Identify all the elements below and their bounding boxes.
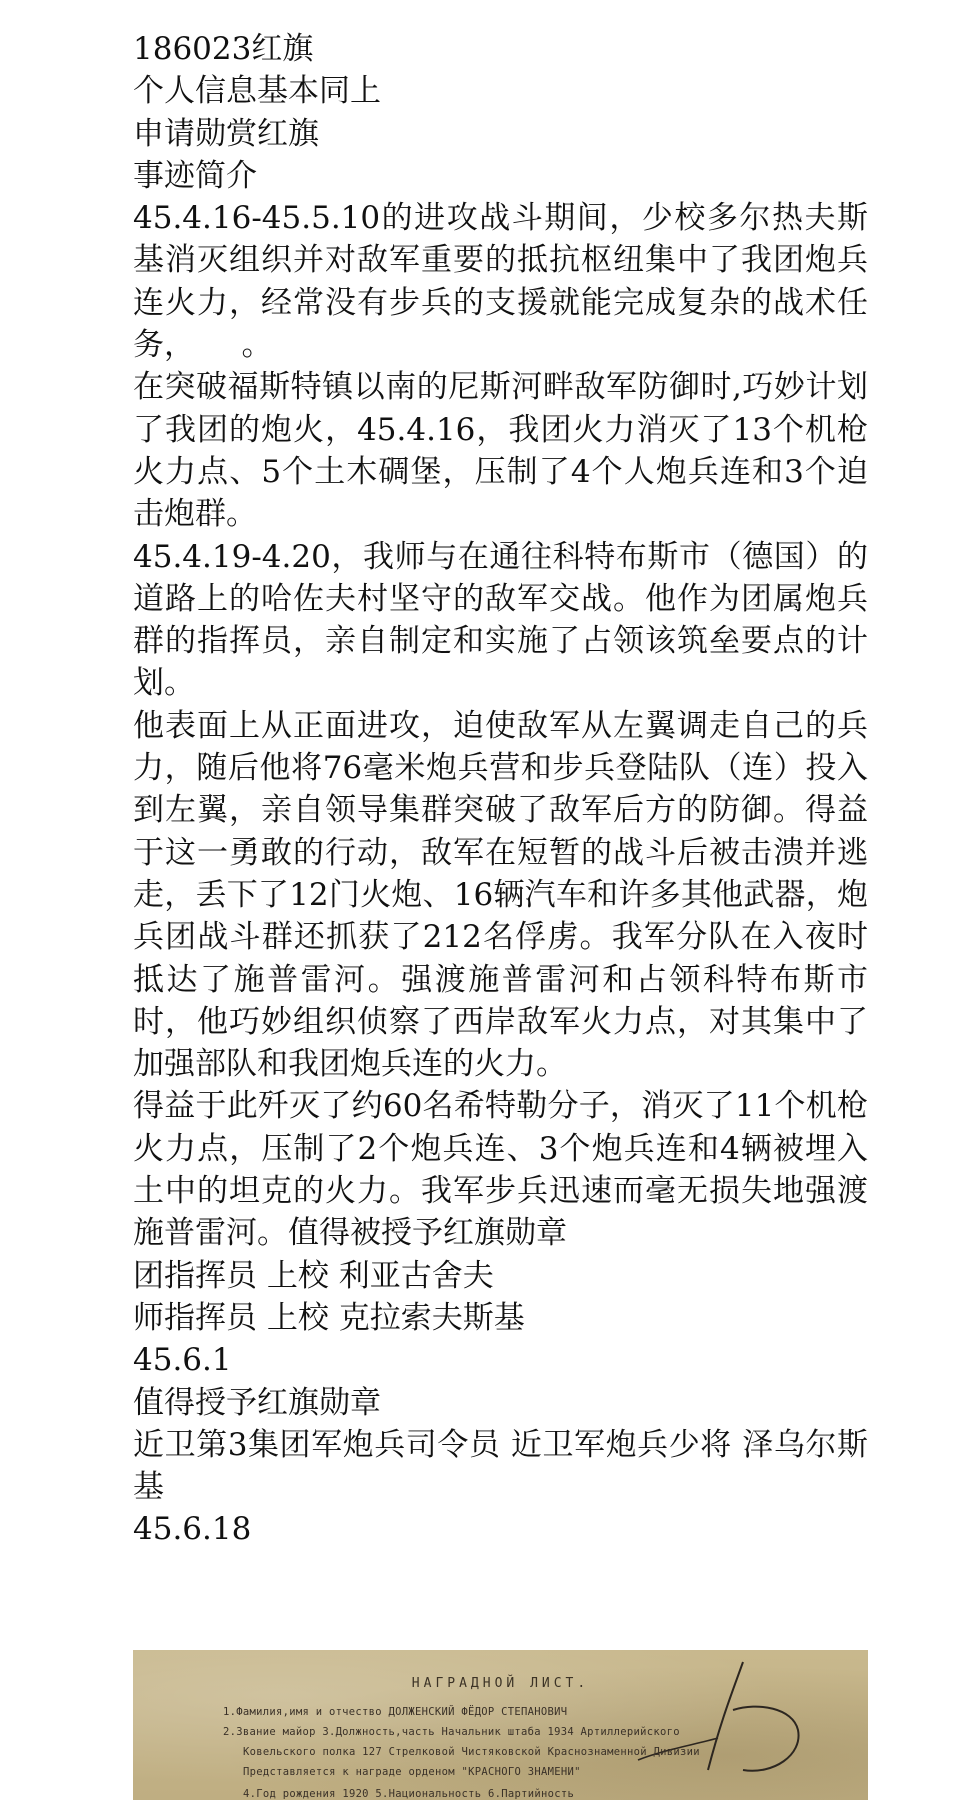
approval-line: 值得授予红旗勋章 xyxy=(133,1384,381,1421)
date-line-1: 45.6.1 xyxy=(133,1342,232,1379)
paragraph-4: 他表面上从正面进攻，迫使敌军从左翼调走自己的兵力，随后他将76毫米炮兵营和步兵登陆队（连）投入到左翼，亲自领导集群突破了敌军后方的防御。得益于这一勇敢的行动，敌军在短暂的战斗后被击溃并逃走，丢下了12门火炮、16辆汽车和许多其他武器，炮兵团战斗群还抓获了212名俘虏。我军分队在入夜时抵达了施普雷河。强渡施普雷河和占领科特布斯市时，他巧妙组织侦察了西岸敌军火力点，对其集中了加强部队和我团炮兵连的火力。 xyxy=(133,707,868,1083)
date-line-2: 45.6.18 xyxy=(133,1511,252,1548)
paragraph-5: 得益于此歼灭了约60名希特勒分子，消灭了11个机枪火力点，压制了2个炮兵连、3个炮兵连和4辆被埋入土中的坦克的火力。我军步兵迅速而毫无损失地强渡施普雷河。值得被授予红旗勋章 xyxy=(133,1088,868,1252)
scan-title: НАГРАДНОЙ ЛИСТ. xyxy=(411,1676,590,1691)
personal-info-line: 个人信息基本同上 xyxy=(133,73,381,110)
scanned-award-sheet-image xyxy=(133,1650,868,1800)
award-request-line: 申请勋赏红旗 xyxy=(133,115,319,152)
division-commander-signature: 师指挥员 上校 克拉索夫斯基 xyxy=(133,1299,525,1336)
scan-row: 4.Год рождения 1920 5.Национальность 6.Партийность xyxy=(243,1788,575,1800)
scan-row: Представляется к награде орденом "КРАСНОГО ЗНАМЕНИ" xyxy=(243,1766,581,1778)
paragraph-3: 45.4.19-4.20，我师与在通往科特布斯市（德国）的道路上的哈佐夫村坚守的敌军交战。他作为团属炮兵群的指挥员，亲自制定和实施了占领该筑垒要点的计划。 xyxy=(133,538,868,702)
army-artillery-commander-signature: 近卫第3集团军炮兵司令员 近卫军炮兵少将 泽乌尔斯基 xyxy=(133,1426,868,1506)
scan-row: 1.Фамилия,имя и отчество ДОЛЖЕНСКИЙ ФЁДОР СТЕПАНОВИЧ xyxy=(223,1706,568,1718)
scan-row: Ковельского полка 127 Стрелковой Чистяковской Краснознаменной Дивизии xyxy=(243,1746,700,1758)
paragraph-1: 45.4.16-45.5.10的进攻战斗期间，少校多尔热夫斯基消灭组织并对敌军重要的抵抗枢纽集中了我团炮兵连火力，经常没有步兵的支援就能完成复杂的战术任务， 。 xyxy=(133,200,868,364)
document-body xyxy=(133,28,868,1551)
paragraph-2: 在突破福斯特镇以南的尼斯河畔敌军防御时,巧妙计划了我团的炮火，45.4.16，我团火力消灭了13个机枪火力点、5个土木碉堡，压制了4个人炮兵连和3个迫击炮群。 xyxy=(133,369,868,533)
scan-row: 2.Звание майор 3.Должность,часть Начальник штаба 1934 Артиллерийского xyxy=(223,1726,680,1738)
document-id-line: 186023红旗 xyxy=(133,31,314,67)
regiment-commander-signature: 团指挥员 上校 利亚古舍夫 xyxy=(133,1257,494,1294)
section-heading: 事迹简介 xyxy=(133,157,257,194)
